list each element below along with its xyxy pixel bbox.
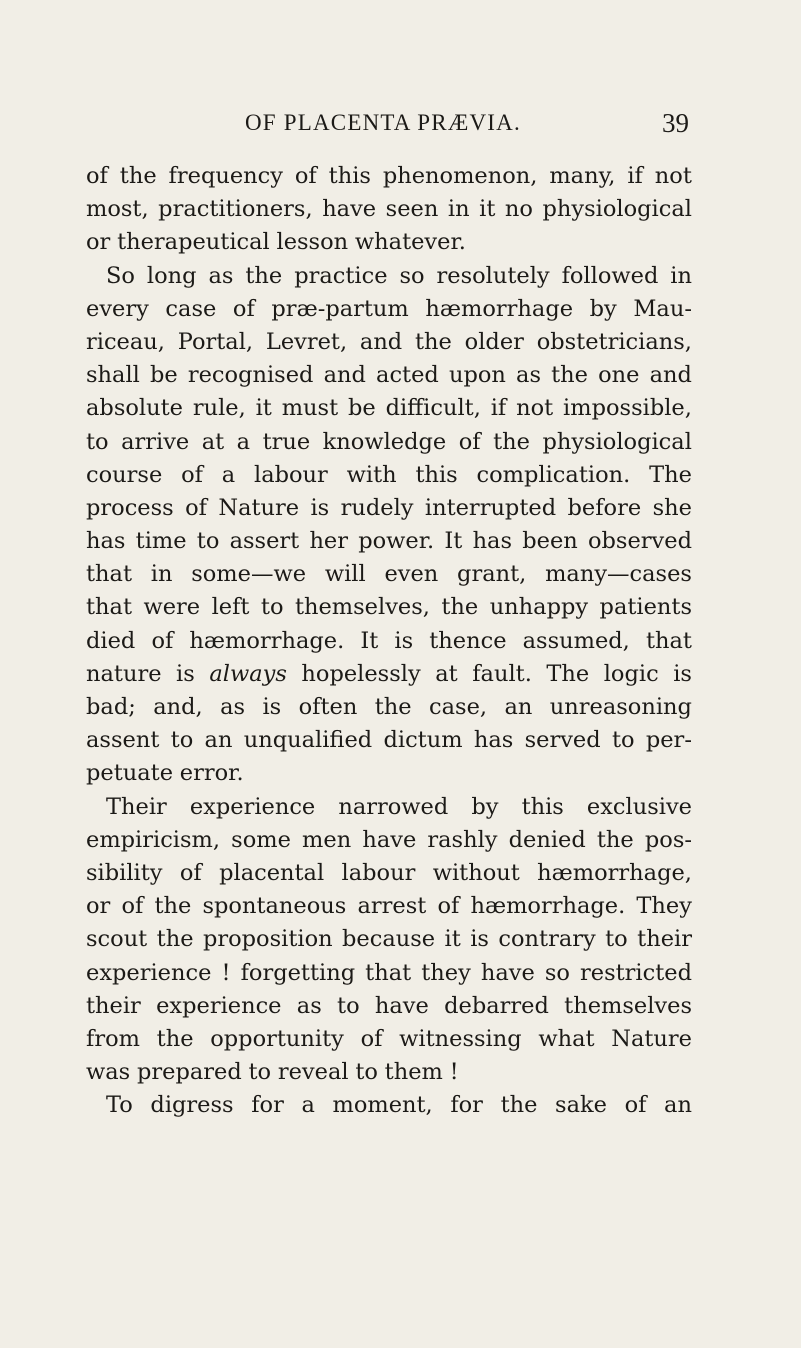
text-line: bad; and, as is often the case, an unreasoning (86, 694, 692, 720)
text-line: that in some—we will even grant, many—cases (86, 561, 692, 588)
text-line: shall be recognised and acted upon as the one and (86, 362, 692, 389)
text-line: of the frequency of this phenomenon, many, if not (86, 163, 692, 189)
text-line: empiricism, some men have rashly denied the pos- (86, 826, 692, 853)
text-line: died of hæmorrhage. It is thence assumed, that (86, 627, 692, 654)
text-line: most, practitioners, have seen in it no physiological (86, 196, 692, 223)
text-line: Their experience narrowed by this exclusive (106, 793, 692, 820)
text-line: their experience as to have debarred themselves (86, 992, 692, 1019)
text-line: course of a labour with this complication. The (86, 461, 692, 488)
text-line: has time to assert her power. It has been observed (86, 528, 692, 555)
text-line: nature is always hopelessly at fault. The logic is (86, 660, 692, 687)
text-line: assent to an unqualified dictum has served to per- (86, 727, 692, 754)
text-line: that were left to themselves, the unhappy patients (86, 594, 692, 621)
text-line: absolute rule, it must be difficult, if not impossible, (86, 395, 692, 422)
text-line: to arrive at a true knowledge of the physiological (86, 428, 692, 455)
text-line: experience ! forgetting that they have so restricted (86, 959, 692, 986)
text-line: So long as the practice so resolutely followed in (106, 262, 692, 289)
running-head (0, 110, 801, 150)
text-line: To digress for a moment, for the sake of an (106, 1092, 692, 1119)
body-text (86, 160, 692, 1122)
text-line: scout the proposition because it is contrary to their (86, 926, 692, 953)
text-line: or of the spontaneous arrest of hæmorrhage. They (86, 893, 692, 920)
text-line: every case of præ-partum hæmorrhage by Mau- (86, 295, 692, 322)
text-line: riceau, Portal, Levret, and the older obstetricians, (86, 328, 692, 355)
text-line: sibility of placental labour without hæmorrhage, (86, 859, 692, 886)
text-line: or therapeutical lesson whatever. (86, 229, 466, 256)
text-line: process of Nature is rudely interrupted before she (86, 494, 692, 521)
page-number: 39 (662, 108, 689, 138)
text-line: petuate error. (86, 760, 244, 787)
text-line: was prepared to reveal to them ! (86, 1059, 459, 1086)
running-head-title: OF PLACENTA PRÆVIA. (245, 110, 521, 135)
text-line: from the opportunity of witnessing what Nature (86, 1025, 692, 1052)
